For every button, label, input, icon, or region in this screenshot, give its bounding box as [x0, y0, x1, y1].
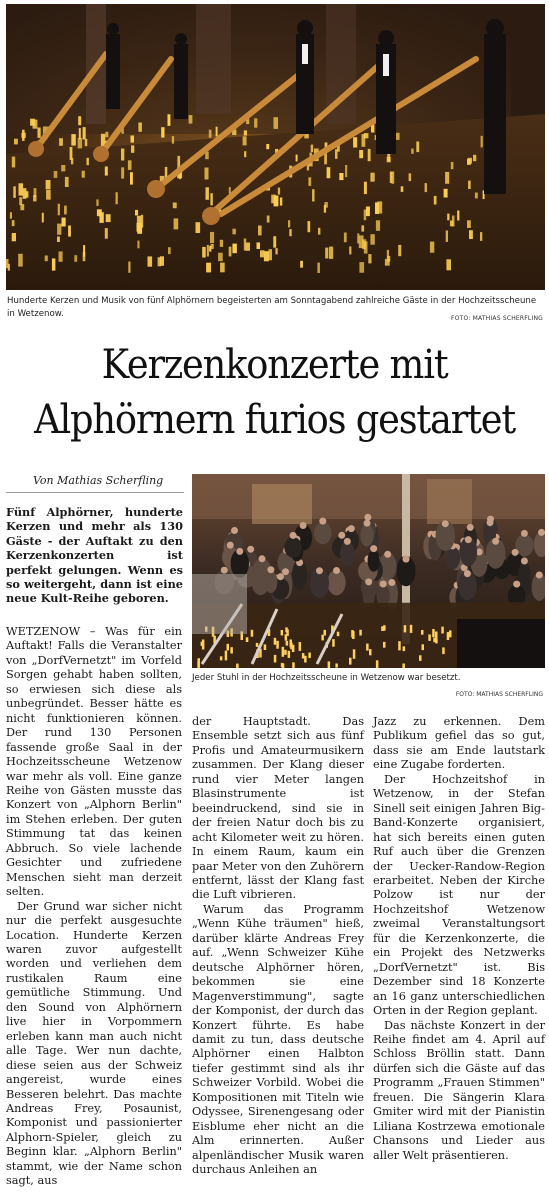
audience-member	[314, 522, 332, 544]
caption-text: Hunderte Kerzen und Musik von fünf Alphörnern begeisterten am Sonntagabend zahlreiche Gäste in der Hochzeitsscheune in Wetzenow.	[7, 296, 537, 319]
candle	[138, 123, 142, 132]
candle	[209, 130, 212, 138]
candle	[468, 158, 472, 164]
candle	[366, 644, 369, 651]
candle	[220, 263, 225, 273]
candle	[428, 634, 431, 641]
candle	[57, 224, 61, 235]
candle	[6, 259, 9, 268]
candle	[264, 644, 267, 650]
candle	[258, 226, 262, 236]
candle	[411, 149, 414, 154]
candle	[370, 234, 374, 245]
candle	[445, 172, 449, 184]
candle	[324, 630, 327, 636]
candle	[116, 192, 118, 204]
candle	[359, 150, 363, 158]
body-paragraph: Der Grund war sicher nicht nur die perfekt ausgesuchte Location. Hunderte Kerzen waren zuvor aufgestellt worden und verliehen dem rustikalen Raum eine gemütliche Stimmung. Und den Sound von Alphörnern live hier in Vorpommern erleben kann man auch nicht alle Tage. Wer nun dachte, diese seien aus der Schweiz angereist, wurde eines Besseren belehrt. Das machte Andreas Frey, Posaunist, Komponist und passionierter Alphorn-Spieler, gleich zu Beginn klar. „Alphorn Berlin" stammt, wie der Name schon sagt, aus	[6, 899, 182, 1188]
candle	[244, 239, 246, 251]
candle	[33, 195, 36, 201]
candle	[421, 630, 424, 635]
candle	[161, 127, 164, 137]
candle	[206, 187, 209, 200]
audience-member	[518, 563, 530, 583]
candle	[273, 236, 276, 248]
candle	[444, 189, 448, 198]
candle	[177, 156, 180, 167]
byline: Von Mathias Scherfling	[33, 474, 164, 487]
audience-head	[465, 536, 472, 543]
candle	[20, 204, 24, 210]
candle	[105, 132, 108, 138]
candle	[246, 243, 250, 251]
body-paragraph: Der Hochzeitshof in Wetzenow, in der Stefan Sinell seit einigen Jahren Big-Band-Konzerte organisiert, hat sich bereits einen guten Ruf auch über die Grenzen der Uecker-Randow-Region erarbeitet. Neben der Kirche Polzow ist nur der Hochzeitshof Wetzenow zweimal Veranstaltungsort für die Kerzenkonzerte, die ein Projekt des Netzwerks „DorfVernetzt" ist. Bis Dezember sind 18 Konzerte an 16 ganz unterschiedlichen Orten in der Region geplant.	[373, 772, 545, 1018]
candle	[173, 203, 177, 209]
candle	[344, 233, 347, 243]
candle	[14, 139, 18, 145]
candle	[329, 247, 333, 259]
body-paragraph: WETZENOW – Was für ein Auftakt! Falls die Veranstalter von „DorfVernetzt" im Vorfeld Sorgen gehabt haben sollten, so erwiesen sich diese als unbegründet. Besser hätte es nicht funktionieren können. Der rund 130 Personen fassende große Saal in der Hochzeitsscheune Wetzenow war mehr als voll. Eine ganze Reihe von Gästen musste das Konzert von „Alphorn Berlin" im Stehen erleben. Der guten Stimmung tat das keinen Abbruch. So viele lachende Gesichter und zufriedene Menschen sieht man derzeit selten.	[6, 625, 182, 899]
candle	[324, 205, 326, 213]
candle	[364, 182, 367, 194]
candle	[274, 196, 279, 207]
audience-head	[221, 567, 228, 574]
audience-head	[344, 538, 351, 545]
candle	[364, 210, 367, 221]
candle	[292, 645, 295, 652]
candle	[160, 256, 164, 266]
candle	[61, 165, 65, 171]
candle	[269, 249, 273, 260]
candle	[317, 263, 320, 273]
article-headline	[22, 338, 527, 448]
audience-head	[282, 568, 289, 575]
candle	[78, 138, 82, 148]
candle	[401, 186, 404, 192]
candle	[434, 196, 437, 205]
candle	[425, 183, 427, 192]
candle	[12, 233, 16, 241]
candle	[353, 137, 357, 147]
candle	[71, 134, 76, 146]
candle	[78, 116, 81, 125]
candle	[82, 171, 85, 178]
candle	[229, 247, 232, 257]
candle	[359, 630, 362, 636]
candle	[230, 647, 233, 653]
candle	[353, 649, 356, 659]
candle	[416, 142, 419, 153]
candle	[376, 220, 380, 231]
candle	[274, 638, 277, 645]
candle	[33, 120, 38, 129]
candle	[59, 138, 63, 146]
candle	[446, 231, 448, 242]
candle	[260, 250, 265, 257]
candle	[398, 641, 401, 650]
candle	[468, 181, 471, 189]
candle	[369, 649, 372, 655]
audience-head	[442, 520, 449, 527]
candle	[385, 259, 390, 266]
photo-credit: FOTO: MATHIAS SCHERFLING	[451, 315, 543, 322]
candle	[332, 639, 335, 647]
concert-photo-alphorns	[6, 4, 545, 290]
candle	[196, 222, 201, 233]
candle	[361, 225, 364, 231]
audience-head	[333, 567, 340, 574]
candle	[210, 232, 214, 243]
candle	[299, 642, 302, 651]
body-paragraph: Das nächste Konzert in der Reihe findet am 4. April auf Schloss Bröllin statt. Dann dürfen sich die Gäste auf das Programm „Frauen Stimmen" freuen. Die Sängerin Klara Gmiter wird mit der Pianistin Liliana Kostrzewa emotionale Chansons und Lieder aus aller Welt präsentieren.	[373, 1018, 545, 1162]
audience-head	[521, 558, 528, 565]
candle	[12, 220, 15, 226]
candle	[46, 180, 51, 189]
audience-member	[284, 537, 302, 558]
candle	[85, 139, 88, 146]
candle	[308, 177, 311, 186]
candle	[68, 226, 71, 237]
candle	[202, 247, 206, 258]
candle	[375, 202, 379, 214]
candle	[368, 149, 371, 161]
audience-head	[487, 519, 494, 526]
headline-line-2: Alphörnern furios gestartet	[34, 397, 515, 443]
candle	[42, 213, 44, 223]
candle	[441, 627, 444, 634]
candle	[264, 251, 269, 261]
audience-head	[364, 514, 371, 521]
candle	[282, 647, 285, 657]
candle	[447, 214, 449, 221]
candle	[300, 261, 303, 268]
candle	[57, 237, 60, 243]
candle	[349, 658, 352, 665]
candle	[419, 655, 422, 661]
candle	[218, 253, 223, 262]
candle	[327, 167, 331, 178]
candle	[148, 256, 153, 266]
candle	[246, 637, 249, 642]
candle	[19, 183, 24, 195]
audience-head	[319, 518, 326, 525]
candle	[121, 167, 124, 178]
audience-head	[290, 532, 297, 539]
candle	[22, 130, 25, 141]
candle	[345, 165, 347, 177]
audience-head	[227, 542, 234, 549]
candle	[357, 233, 359, 243]
candle	[446, 259, 451, 270]
candle	[128, 262, 130, 273]
candle	[205, 168, 209, 180]
candle	[23, 188, 27, 199]
candle	[312, 189, 314, 201]
candle	[251, 630, 254, 637]
headline-line-1: Kerzenkonzerte mit	[101, 342, 448, 388]
candle	[168, 247, 171, 254]
lead-paragraph: Fünf Alphörner, hunderte Kerzen und mehr als 130 Gäste - der Auftakt zu den Kerzenkonzerten ist perfekt gelungen. Wenn es so weitergeht, dann ist eine neue Kult-Reihe geboren.	[6, 505, 183, 606]
candle	[321, 635, 324, 641]
candle	[359, 262, 364, 273]
audience-member	[264, 570, 277, 593]
candle	[442, 647, 445, 654]
article-column-1	[6, 625, 182, 1189]
candle	[244, 151, 246, 157]
candle	[254, 118, 257, 127]
candle	[450, 221, 454, 227]
candle	[12, 157, 15, 168]
candle	[19, 197, 22, 205]
candle	[449, 630, 452, 637]
candle	[10, 212, 12, 219]
candle	[274, 117, 279, 129]
photo-credit: FOTO: MATHIAS SCHERFLING	[455, 691, 543, 698]
candle	[83, 252, 86, 261]
audience-head	[403, 556, 410, 563]
candle	[131, 136, 135, 143]
candle	[481, 136, 483, 148]
candle	[83, 127, 86, 139]
candle	[352, 631, 355, 639]
candle	[174, 218, 179, 229]
audience-member	[360, 524, 373, 547]
audience-head	[388, 579, 395, 586]
candle	[257, 242, 261, 249]
candle	[87, 158, 89, 165]
audience-photo	[192, 474, 545, 668]
candle	[105, 228, 108, 239]
body-paragraph: Warum das Programm „Wenn Kühe träumen" hieß, darüber klärte Andreas Frey auf. „Wenn Schweizer Kühe deutsche Alphörner hören, bekommen sie eine Magenverstimmung", sagte der Komponist, der durch das Konzert führte. Es habe damit zu tun, dass deutsche Alphörner einen Halbton tiefer gestimmt sind als ihr Schweizer Vorbild. Wobei die Kompositionen mit Titeln wie Odyssee, Sirenengesang oder Eisblume eher nicht an die Alm erinnerten. Außer alpenländischer Musik waren durchaus Anleihen an	[192, 902, 364, 1177]
candle	[467, 220, 471, 228]
candle	[267, 216, 270, 223]
candle	[285, 627, 288, 632]
candle	[225, 651, 228, 661]
audience-head	[338, 532, 345, 539]
candle	[432, 629, 435, 637]
candle	[398, 245, 401, 256]
candle	[292, 662, 295, 668]
candle	[121, 149, 124, 161]
candle	[59, 251, 63, 261]
audience-head	[370, 545, 377, 552]
candle	[275, 248, 277, 254]
audience-head	[538, 529, 545, 536]
candle	[18, 254, 23, 267]
audience-head	[513, 581, 520, 588]
candle	[403, 646, 406, 651]
candle	[409, 173, 412, 181]
candle	[97, 209, 102, 216]
candle	[135, 210, 138, 216]
candle	[430, 242, 434, 253]
candle	[422, 644, 425, 650]
article-column-3	[373, 715, 545, 1163]
candle	[308, 221, 311, 232]
candle	[337, 632, 340, 637]
candle	[232, 244, 237, 254]
candle	[106, 214, 111, 222]
candle	[220, 240, 223, 247]
candle	[244, 130, 247, 135]
candle	[274, 655, 277, 663]
candle	[433, 638, 436, 642]
audience-head	[492, 538, 499, 545]
audience-head	[236, 548, 243, 555]
candle	[475, 193, 478, 199]
audience-head	[380, 581, 387, 588]
candle	[38, 128, 41, 138]
candle	[281, 630, 284, 635]
candle	[370, 173, 374, 182]
candle	[410, 625, 413, 633]
candle	[64, 206, 67, 215]
audience-head	[259, 555, 266, 562]
audience-head	[300, 522, 307, 529]
candle	[206, 263, 211, 273]
candle	[74, 255, 77, 262]
candle	[328, 661, 331, 668]
candle	[52, 258, 56, 270]
candle	[289, 229, 291, 236]
candle	[65, 177, 69, 187]
candle	[58, 204, 60, 216]
candle	[304, 656, 307, 663]
candle	[376, 660, 379, 668]
candle	[128, 160, 132, 170]
candle	[236, 664, 239, 668]
byline-divider	[6, 492, 184, 493]
candle	[296, 155, 298, 162]
audience-head	[348, 525, 355, 532]
candle	[480, 232, 482, 241]
candle	[368, 254, 371, 263]
candle	[308, 653, 311, 659]
candle	[105, 167, 108, 176]
candle	[318, 228, 320, 235]
candle	[54, 171, 58, 178]
photo-caption: Jeder Stuhl in der Hochzeitsscheune in Wetzenow war besetzt.	[192, 673, 461, 683]
article-column-2	[192, 715, 364, 1178]
candle	[216, 127, 218, 137]
candle	[473, 155, 476, 161]
candle	[202, 640, 205, 650]
candle	[45, 256, 48, 262]
candle	[451, 162, 454, 169]
candle	[391, 172, 394, 184]
audience-member	[368, 550, 380, 572]
candle	[457, 211, 459, 221]
candle	[402, 664, 405, 669]
candle	[359, 235, 364, 248]
audience-head	[364, 520, 371, 527]
candle	[285, 634, 288, 640]
candle	[387, 250, 389, 259]
audience-head	[247, 546, 254, 553]
candle	[302, 653, 305, 658]
candle	[383, 642, 386, 648]
audience-head	[267, 566, 274, 573]
body-paragraph: Jazz zu erkennen. Dem Publikum gefiel das so gut, dass sie am Ende lautstark eine Zugabe forderten.	[373, 715, 545, 772]
candle	[232, 229, 236, 235]
candle	[189, 115, 193, 124]
audience-head	[536, 572, 543, 579]
candle	[168, 114, 171, 126]
candle	[276, 641, 279, 649]
candle	[211, 244, 214, 249]
candle	[288, 220, 290, 227]
candle	[46, 190, 51, 200]
candle	[13, 186, 16, 198]
candle	[288, 651, 291, 658]
candle	[325, 248, 328, 259]
candle	[339, 173, 343, 180]
candle	[210, 193, 212, 205]
candle	[220, 656, 223, 660]
candle	[362, 134, 366, 147]
audience-head	[365, 578, 372, 585]
audience-head	[521, 530, 528, 537]
candle	[335, 664, 338, 668]
audience-head	[467, 524, 474, 531]
candle	[137, 216, 141, 228]
candle	[447, 632, 450, 640]
candle	[172, 136, 174, 144]
candle	[131, 145, 134, 152]
candle	[404, 625, 407, 632]
audience-head	[512, 549, 519, 556]
candle	[243, 136, 247, 145]
audience-head	[231, 527, 238, 534]
candle	[284, 650, 287, 655]
candle	[278, 188, 280, 195]
candle	[227, 644, 230, 651]
candle	[286, 641, 289, 646]
candle	[130, 172, 133, 184]
audience-head	[277, 573, 284, 580]
candle	[280, 198, 282, 206]
candle	[137, 241, 139, 249]
candle	[70, 147, 73, 160]
candle	[266, 144, 269, 149]
candle	[79, 128, 81, 139]
candle	[197, 661, 200, 669]
candle	[366, 207, 370, 217]
audience-head	[384, 551, 391, 558]
audience-head	[464, 570, 471, 577]
candle	[62, 218, 66, 227]
candle	[349, 246, 351, 254]
candle	[383, 625, 386, 631]
audience-head	[316, 567, 323, 574]
candle	[469, 230, 473, 239]
candle	[207, 245, 209, 257]
candle	[256, 643, 258, 647]
candle	[281, 663, 284, 667]
candle	[311, 145, 313, 153]
body-paragraph: der Hauptstadt. Das Ensemble setzt sich aus fünf Profis und Amateurmusikern zusammen. Der Klang dieser rund vier Meter langen Blasinstrumente ist beeindruckend, sind sie in der freien Natur doch bis zu acht Kilometer weit zu hören. In einem Raum, kaum ein paar Meter von den Zuhörern entfernt, lässt der Klang fast die Luft vibrieren.	[192, 715, 364, 902]
candle	[96, 199, 98, 206]
